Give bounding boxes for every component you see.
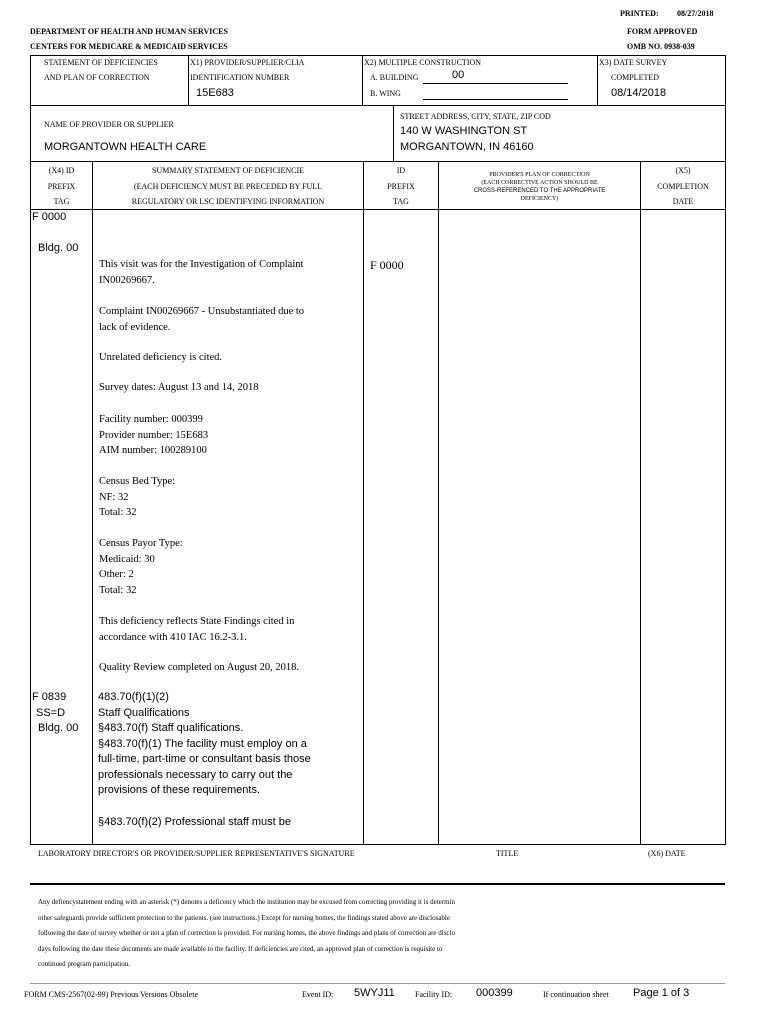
facility-id-value: 000399	[476, 987, 513, 999]
tag-f0839: F 0839 SS=D Bldg. 00	[32, 691, 79, 734]
centers-title: CENTERS FOR MEDICARE & MEDICAID SERVICES	[30, 42, 228, 51]
x4-label: (X4) ID	[48, 166, 75, 175]
event-id-label: Event ID:	[302, 990, 334, 999]
x3-label: X3) DATE SURVEY	[599, 58, 668, 67]
id-prefix: PREFIX	[387, 182, 415, 191]
identification-label: IDENTIFICATION NUMBER	[190, 73, 290, 82]
summary-note2: REGULATORY OR LSC IDENTIFYING INFORMATION	[131, 197, 325, 206]
x4-prefix: PREFIX	[47, 182, 76, 191]
plan-note3: DEFICIENCY)	[520, 196, 559, 202]
paragraph-staff-qualifications: 483.70(f)(1)(2) Staff Qualifications §483.70(f) Staff qualifications. §483.70(f)(1) The facility must employ on a full-time, part-time or consultant basis those professionals necessary to carry out the provisions of these requirements.	[98, 691, 311, 796]
date-label: DATE	[672, 197, 694, 206]
paragraph-survey-dates: Survey dates: August 13 and 14, 2018	[99, 382, 259, 393]
form-id: FORM CMS-2567(02-99) Previous Versions Obsolete	[24, 990, 199, 999]
page-number: Page 1 of 3	[633, 987, 690, 999]
provider-name-label: NAME OF PROVIDER OR SUPPLIER	[44, 120, 174, 129]
survey-date-value: 08/14/2018	[611, 87, 667, 99]
paragraph-visit: This visit was for the Investigation of Complaint IN00269667.	[99, 259, 304, 286]
department-title: DEPARTMENT OF HEALTH AND HUMAN SERVICES	[30, 27, 228, 36]
paragraph-quality-review: Quality Review completed on August 20, 2018.	[99, 662, 300, 673]
omb-number: OMB NO. 0938-039	[627, 42, 695, 51]
address-line2: MORGANTOWN, IN 46160	[400, 141, 534, 153]
x2-label: X2) MULTIPLE CONSTRUCTION	[364, 58, 482, 67]
plan-note2: CROSS-REFERENCED TO THE APPROPRIATE	[473, 188, 606, 194]
bldg-label: Bldg. 00	[38, 242, 79, 254]
title-label: TITLE	[496, 849, 519, 858]
paragraph-state-findings: This deficiency reflects State Findings cited in accordance with 410 IAC 16.2-3.1.	[99, 616, 295, 643]
address-line1: 140 W WASHINGTON ST	[400, 125, 528, 137]
paragraph-complaint: Complaint IN00269667 - Unsubstantiated due to lack of evidence.	[99, 306, 305, 333]
id-label: ID	[396, 166, 406, 175]
provider-id-value: 15E683	[196, 87, 234, 99]
id-tag: TAG	[393, 197, 409, 206]
paragraph-census-payor: Census Payor Type: Medicaid: 30 Other: 2 Total: 32	[99, 538, 183, 596]
x5-label: (X5)	[675, 166, 691, 175]
plan-label: PROVIDER'S PLAN OF CORRECTION	[489, 172, 590, 178]
paragraph-census-bed: Census Bed Type: NF: 32 Total: 32	[99, 476, 176, 518]
summary-note: (EACH DEFICIENCY MUST BE PRECEDED BY FULL	[133, 182, 323, 191]
plan-note1: (EACH CORRECTIVE ACTION SHOULD BE	[481, 180, 598, 186]
paragraph-facility: Facility number: 000399 Provider number: 15E683 AIM number: 100289100	[99, 414, 209, 456]
continuation-label: If continuation sheet	[543, 990, 609, 999]
building-value: 00	[452, 69, 465, 81]
address-label: STREET ADDRESS, CITY, STATE, ZIP COD	[400, 112, 551, 121]
provider-name-value: MORGANTOWN HEALTH CARE	[44, 141, 207, 153]
completion-label: COMPLETION	[657, 182, 709, 191]
plan-label: AND PLAN OF CORRECTION	[44, 73, 150, 82]
paragraph-unrelated: Unrelated deficiency is cited.	[99, 352, 223, 363]
completed-label: COMPLETED	[611, 73, 659, 82]
tag-f0000: F 0000	[32, 211, 67, 223]
form-approved: FORM APPROVED	[627, 27, 698, 36]
statement-label: STATEMENT OF DEFICIENCIES	[44, 58, 158, 67]
facility-id-label: Facility ID:	[415, 990, 453, 999]
disclaimer: Any defiencystatement ending with an asterisk (*) denotes a deficency which the institution may be excused from correcting providing it is determin other safeguards provide sufficient protection to the patients. (see instructions.) Except for nursing homes, the findings stated above are disclosable following the date of survey whether or not a plan of correction is provided. For nursing homes, the above findings and plans of correction are disclo days following the date these documents are made available to the facility. If deficiencies are cited, an approved plan of correction is requisite to continued program participation.	[38, 898, 455, 968]
printed-label: PRINTED:	[620, 9, 659, 18]
summary-label: SUMMARY STATEMENT OF DEFICIENCIE	[151, 166, 305, 175]
printed-date: 08/27/2018	[677, 9, 714, 18]
paragraph-professional-staff: §483.70(f)(2) Professional staff must be	[98, 816, 292, 828]
right-tag-f0000: F 0000	[370, 258, 404, 272]
wing-label: B. WING	[370, 89, 401, 98]
building-label: A. BUILDING	[370, 73, 419, 82]
event-id-value: 5WYJ11	[354, 987, 395, 999]
x6-date-label: (X6) DATE	[648, 849, 686, 858]
x1-label: X1) PROVIDER/SUPPLIER/CLIA	[190, 58, 305, 67]
signature-label: LABORATORY DIRECTOR'S OR PROVIDER/SUPPLIER REPRESENTATIVE'S SIGNATURE	[38, 849, 355, 858]
x4-tag: TAG	[53, 197, 70, 206]
